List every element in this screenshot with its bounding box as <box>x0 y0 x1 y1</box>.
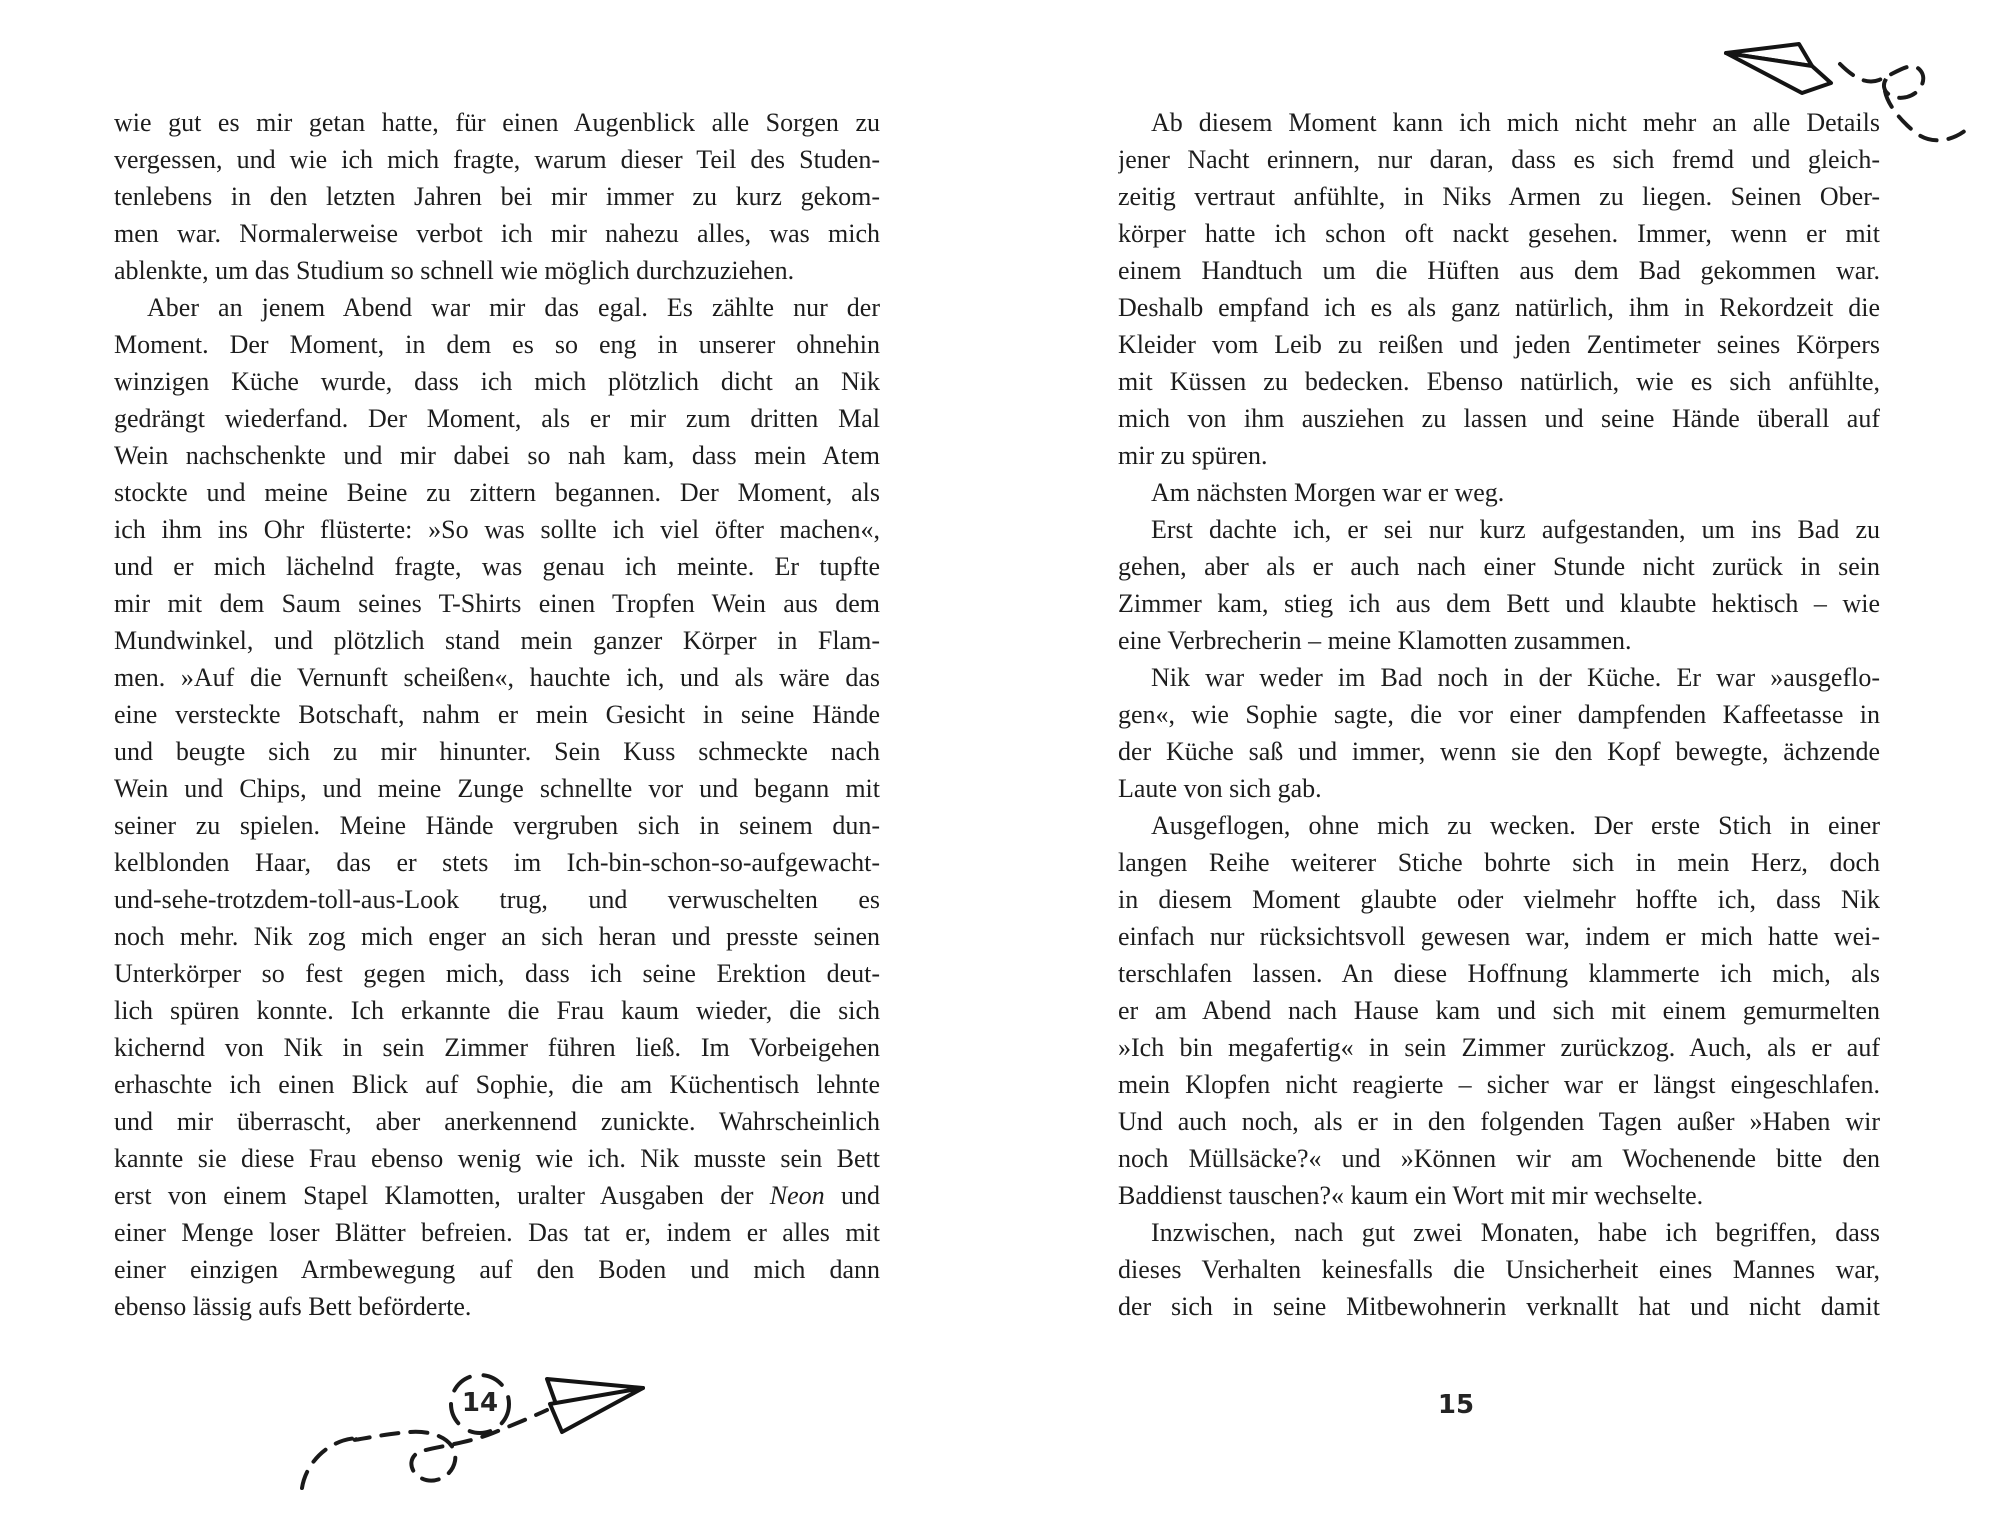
text-line: erst von einem Stapel Klamotten, uralter Ausgaben der Neon und <box>114 1181 880 1210</box>
text-line: er am Abend nach Hause kam und sich mit einem gemurmelten <box>1118 996 1880 1025</box>
text-line: kichernd von Nik in sein Zimmer führen ließ. Im Vorbeigehen <box>114 1033 880 1062</box>
text-line: gehen, aber als er auch nach einer Stunde nicht zurück in sein <box>1118 552 1880 581</box>
text-line: vergessen, und wie ich mich fragte, warum dieser Teil des Studen- <box>114 145 880 174</box>
text-line: Erst dachte ich, er sei nur kurz aufgestanden, um ins Bad zu <box>1151 515 1880 544</box>
text-line: einfach nur rücksichtsvoll gewesen war, indem er mich hatte wei- <box>1118 922 1880 951</box>
flight-trail-path <box>302 1410 547 1488</box>
text-line: lich spüren konnte. Ich erkannte die Frau kaum wieder, die sich <box>114 996 880 1025</box>
paper-plane-icon <box>1726 44 1831 93</box>
text-line: ich ihm ins Ohr flüsterte: »So was sollte ich viel öfter machen«, <box>114 515 880 544</box>
text-line: Inzwischen, nach gut zwei Monaten, habe ich begriffen, dass <box>1151 1218 1880 1247</box>
text-line: wie gut es mir getan hatte, für einen Augenblick alle Sorgen zu <box>114 108 880 137</box>
right-page-text <box>1118 104 1880 1325</box>
text-line: Deshalb empfand ich es als ganz natürlich, ihm in Rekordzeit die <box>1118 293 1880 322</box>
text-line: in diesem Moment glaubte oder vielmehr hoffte ich, dass Nik <box>1118 885 1880 914</box>
text-line: Zimmer kam, stieg ich aus dem Bett und klaubte hektisch – wie <box>1118 589 1880 618</box>
text-line: körper hatte ich schon oft nackt gesehen. Immer, wenn er mit <box>1118 219 1880 248</box>
text-line: ebenso lässig aufs Bett beförderte. <box>114 1292 472 1321</box>
text-line: men. »Auf die Vernunft scheißen«, hauchte ich, und als wäre das <box>114 663 880 692</box>
text-line: der Küche saß und immer, wenn sie den Kopf bewegte, ächzende <box>1118 737 1880 766</box>
paper-plane-doodle-left <box>280 1355 680 1515</box>
text-line: Moment. Der Moment, in dem es so eng in unserer ohnehin <box>114 330 880 359</box>
text-line: langen Reihe weiterer Stiche bohrte sich in mein Herz, doch <box>1118 848 1880 877</box>
text-line: seiner zu spielen. Meine Hände vergruben sich in seinem dun- <box>114 811 880 840</box>
text-line: Baddienst tauschen?« kaum ein Wort mit mir wechselte. <box>1118 1181 1704 1210</box>
text-line: tenlebens in den letzten Jahren bei mir immer zu kurz gekom- <box>114 182 880 211</box>
text-line: Kleider vom Leib zu reißen und jeden Zentimeter seines Körpers <box>1118 330 1880 359</box>
text-line: Wein und Chips, und meine Zunge schnellte vor und begann mit <box>114 774 880 803</box>
text-line: gen«, wie Sophie sagte, die vor einer dampfenden Kaffeetasse in <box>1118 700 1880 729</box>
flight-trail-path <box>1840 64 1966 140</box>
text-line: Mundwinkel, und plötzlich stand mein ganzer Körper in Flam- <box>114 626 880 655</box>
text-line: men war. Normalerweise verbot ich mir nahezu alles, was mich <box>114 219 880 248</box>
text-line: terschlafen lassen. An diese Hoffnung klammerte ich mich, als <box>1118 959 1880 988</box>
text-line: noch mehr. Nik zog mich enger an sich heran und presste seinen <box>114 922 880 951</box>
text-line: mein Klopfen nicht reagierte – sicher war er längst eingeschlafen. <box>1118 1070 1880 1099</box>
text-line: erhaschte ich einen Blick auf Sophie, die am Küchentisch lehnte <box>114 1070 880 1099</box>
text-line: Laute von sich gab. <box>1118 774 1322 803</box>
text-line: zeitig vertraut anfühlte, in Niks Armen zu liegen. Seinen Ober- <box>1118 182 1880 211</box>
text-line: winzigen Küche wurde, dass ich mich plötzlich dicht an Nik <box>114 367 880 396</box>
text-line: einer einzigen Armbewegung auf den Boden und mich dann <box>114 1255 880 1284</box>
text-line: mit Küssen zu bedecken. Ebenso natürlich, wie es sich anfühlte, <box>1118 367 1880 396</box>
text-line: Wein nachschenkte und mir dabei so nah kam, dass mein Atem <box>114 441 880 470</box>
left-page-number: 14 <box>461 1388 499 1418</box>
text-line: Und auch noch, als er in den folgenden Tagen außer »Haben wir <box>1118 1107 1880 1136</box>
text-line: stockte und meine Beine zu zittern begannen. Der Moment, als <box>114 478 880 507</box>
text-line: kelblonden Haar, das er stets im Ich-bin-schon-so-aufgewacht- <box>114 848 880 877</box>
text-line: Unterkörper so fest gegen mich, dass ich seine Erektion deut- <box>114 959 880 988</box>
text-line: und-sehe-trotzdem-toll-aus-Look trug, und verwuschelten es <box>114 885 880 914</box>
text-line: einer Menge loser Blätter befreien. Das tat er, indem er alles mit <box>114 1218 880 1247</box>
text-line: Ausgeflogen, ohne mich zu wecken. Der erste Stich in einer <box>1151 811 1880 840</box>
text-line: kannte sie diese Frau ebenso wenig wie ich. Nik musste sein Bett <box>114 1144 880 1173</box>
text-line: Am nächsten Morgen war er weg. <box>1151 478 1505 507</box>
text-line: mir mit dem Saum seines T-Shirts einen Tropfen Wein aus dem <box>114 589 880 618</box>
text-line: und mir überrascht, aber anerkennend zunickte. Wahrscheinlich <box>114 1107 880 1136</box>
text-line: Nik war weder im Bad noch in der Küche. Er war »ausgeflo- <box>1151 663 1880 692</box>
text-line: und er mich lächelnd fragte, was genau ich meinte. Er tupfte <box>114 552 880 581</box>
text-line: und beugte sich zu mir hinunter. Sein Kuss schmeckte nach <box>114 737 880 766</box>
right-page-number: 15 <box>1437 1390 1475 1420</box>
text-line: ablenkte, um das Studium so schnell wie möglich durchzuziehen. <box>114 256 795 285</box>
text-line: dieses Verhalten keinesfalls die Unsicherheit eines Mannes war, <box>1118 1255 1880 1284</box>
text-line: Aber an jenem Abend war mir das egal. Es zählte nur der <box>147 293 880 322</box>
text-line: Ab diesem Moment kann ich mich nicht mehr an alle Details <box>1151 108 1880 137</box>
text-line: »Ich bin megafertig« in sein Zimmer zurückzog. Auch, als er auf <box>1118 1033 1880 1062</box>
text-line: der sich in seine Mitbewohnerin verknallt hat und nicht damit <box>1118 1292 1880 1321</box>
text-line: mich von ihm ausziehen zu lassen und seine Hände überall auf <box>1118 404 1880 433</box>
text-line: jener Nacht erinnern, nur daran, dass es sich fremd und gleich- <box>1118 145 1880 174</box>
text-line: gedrängt wiederfand. Der Moment, als er mir zum dritten Mal <box>114 404 880 433</box>
text-line: mir zu spüren. <box>1118 441 1268 470</box>
text-line: eine Verbrecherin – meine Klamotten zusammen. <box>1118 626 1632 655</box>
text-line: einem Handtuch um die Hüften aus dem Bad gekommen war. <box>1118 256 1880 285</box>
text-line: eine versteckte Botschaft, nahm er mein Gesicht in seine Hände <box>114 700 880 729</box>
text-line: noch Müllsäcke?« und »Können wir am Wochenende bitte den <box>1118 1144 1880 1173</box>
left-page-text <box>114 104 880 1325</box>
paper-plane-doodle-right <box>1712 22 1992 157</box>
paper-plane-icon <box>547 1379 643 1432</box>
